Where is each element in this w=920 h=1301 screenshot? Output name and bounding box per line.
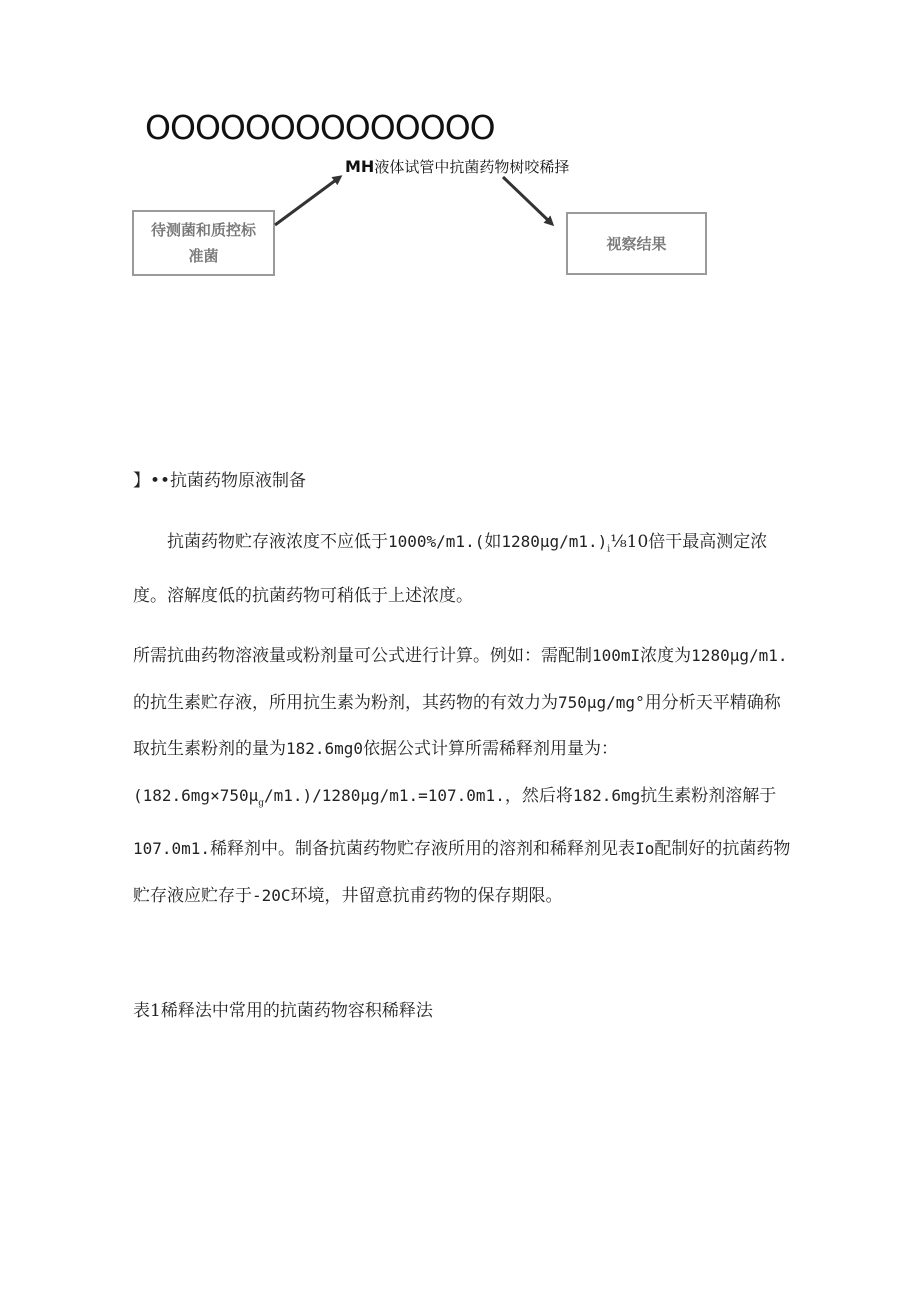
p2-v3: 750μg∕mg° (558, 692, 645, 712)
p2-s3: 的抗生素贮存液，所用抗生素为粉剂，其药物的有效力为 (133, 692, 558, 713)
p2-s9: 配制好的抗菌药物贮存液应贮存于 (133, 839, 791, 906)
flow-box-test-strain-line1: 待测菌和质控标 (150, 221, 256, 239)
p1-text-b: 如 (484, 532, 502, 552)
flow-step-label-prefix: MH (345, 157, 375, 176)
table-caption: 表1稀释法中常用的抗菌药物容积稀释法 (133, 1001, 433, 1021)
paragraph-stock-concentration (133, 518, 793, 620)
p2-s7: 抗生素粉剂溶解于 (640, 785, 777, 806)
placeholder-circles: OOOOOOOOOOOOOO (145, 108, 495, 147)
p2-v8: Io (635, 839, 655, 859)
section-heading: 】••抗菌药物原液制备 (133, 471, 307, 491)
flow-arrows (0, 0, 920, 320)
p1-text-a: 抗菌药物贮存液浓度不应低于 (167, 532, 388, 552)
p2-v6: 182.6mg (572, 785, 641, 805)
flow-box-test-strain-line2: 准菌 (188, 247, 219, 265)
p1-text-c: ⅛10倍干最高测定浓度。溶解度低的抗菌药物可稍低于上述浓度。 (133, 532, 768, 607)
p2-s5: 依据公式计算所需稀释剂用量为： (363, 739, 619, 759)
arrow-down-right (503, 177, 552, 224)
p2-v4: 182.6mg0 (286, 739, 364, 758)
p2-v2: 1280μg∕m1. (691, 646, 788, 665)
p2-s8: 稀释剂中。制备抗菌药物贮存液所用的溶剂和稀释剂见表 (210, 839, 636, 860)
p2-v7: 107.0m1. (133, 839, 211, 859)
flow-step-label-text: 液体试管中抗菌药物树咬稀择 (374, 158, 570, 176)
p2-s4: 用分析天平精确称取抗生素粉剂的量为 (133, 692, 781, 759)
p2-s10: 环境，井留意抗甫药物的保存期限。 (290, 885, 563, 906)
p2-s2: 浓度为 (640, 646, 692, 666)
p2-v5a: (182.6mg×750μ (133, 785, 259, 805)
p2-v5sub: g (258, 797, 264, 808)
p2-s1: 所需抗曲药物溶液量或粉剂量可公式进行计算。例如：需配制 (133, 646, 592, 666)
paragraph-calculation (133, 633, 793, 919)
p2-v5b: ∕m1.)∕1280μg∕m1.=107.0m1. (264, 785, 505, 805)
p2-v1: 100mI (592, 646, 641, 665)
flow-box-observe-result-label: 视察结果 (606, 234, 667, 253)
p2-s6: ，然后将 (504, 785, 573, 806)
p1-value-b: 1280μg∕m1.) (501, 532, 608, 551)
p1-value-a: 1000%∕m1.( (388, 532, 485, 551)
p2-v9: -20C (252, 885, 291, 905)
p1-sub: i (607, 544, 611, 555)
arrow-up-right (275, 177, 340, 225)
